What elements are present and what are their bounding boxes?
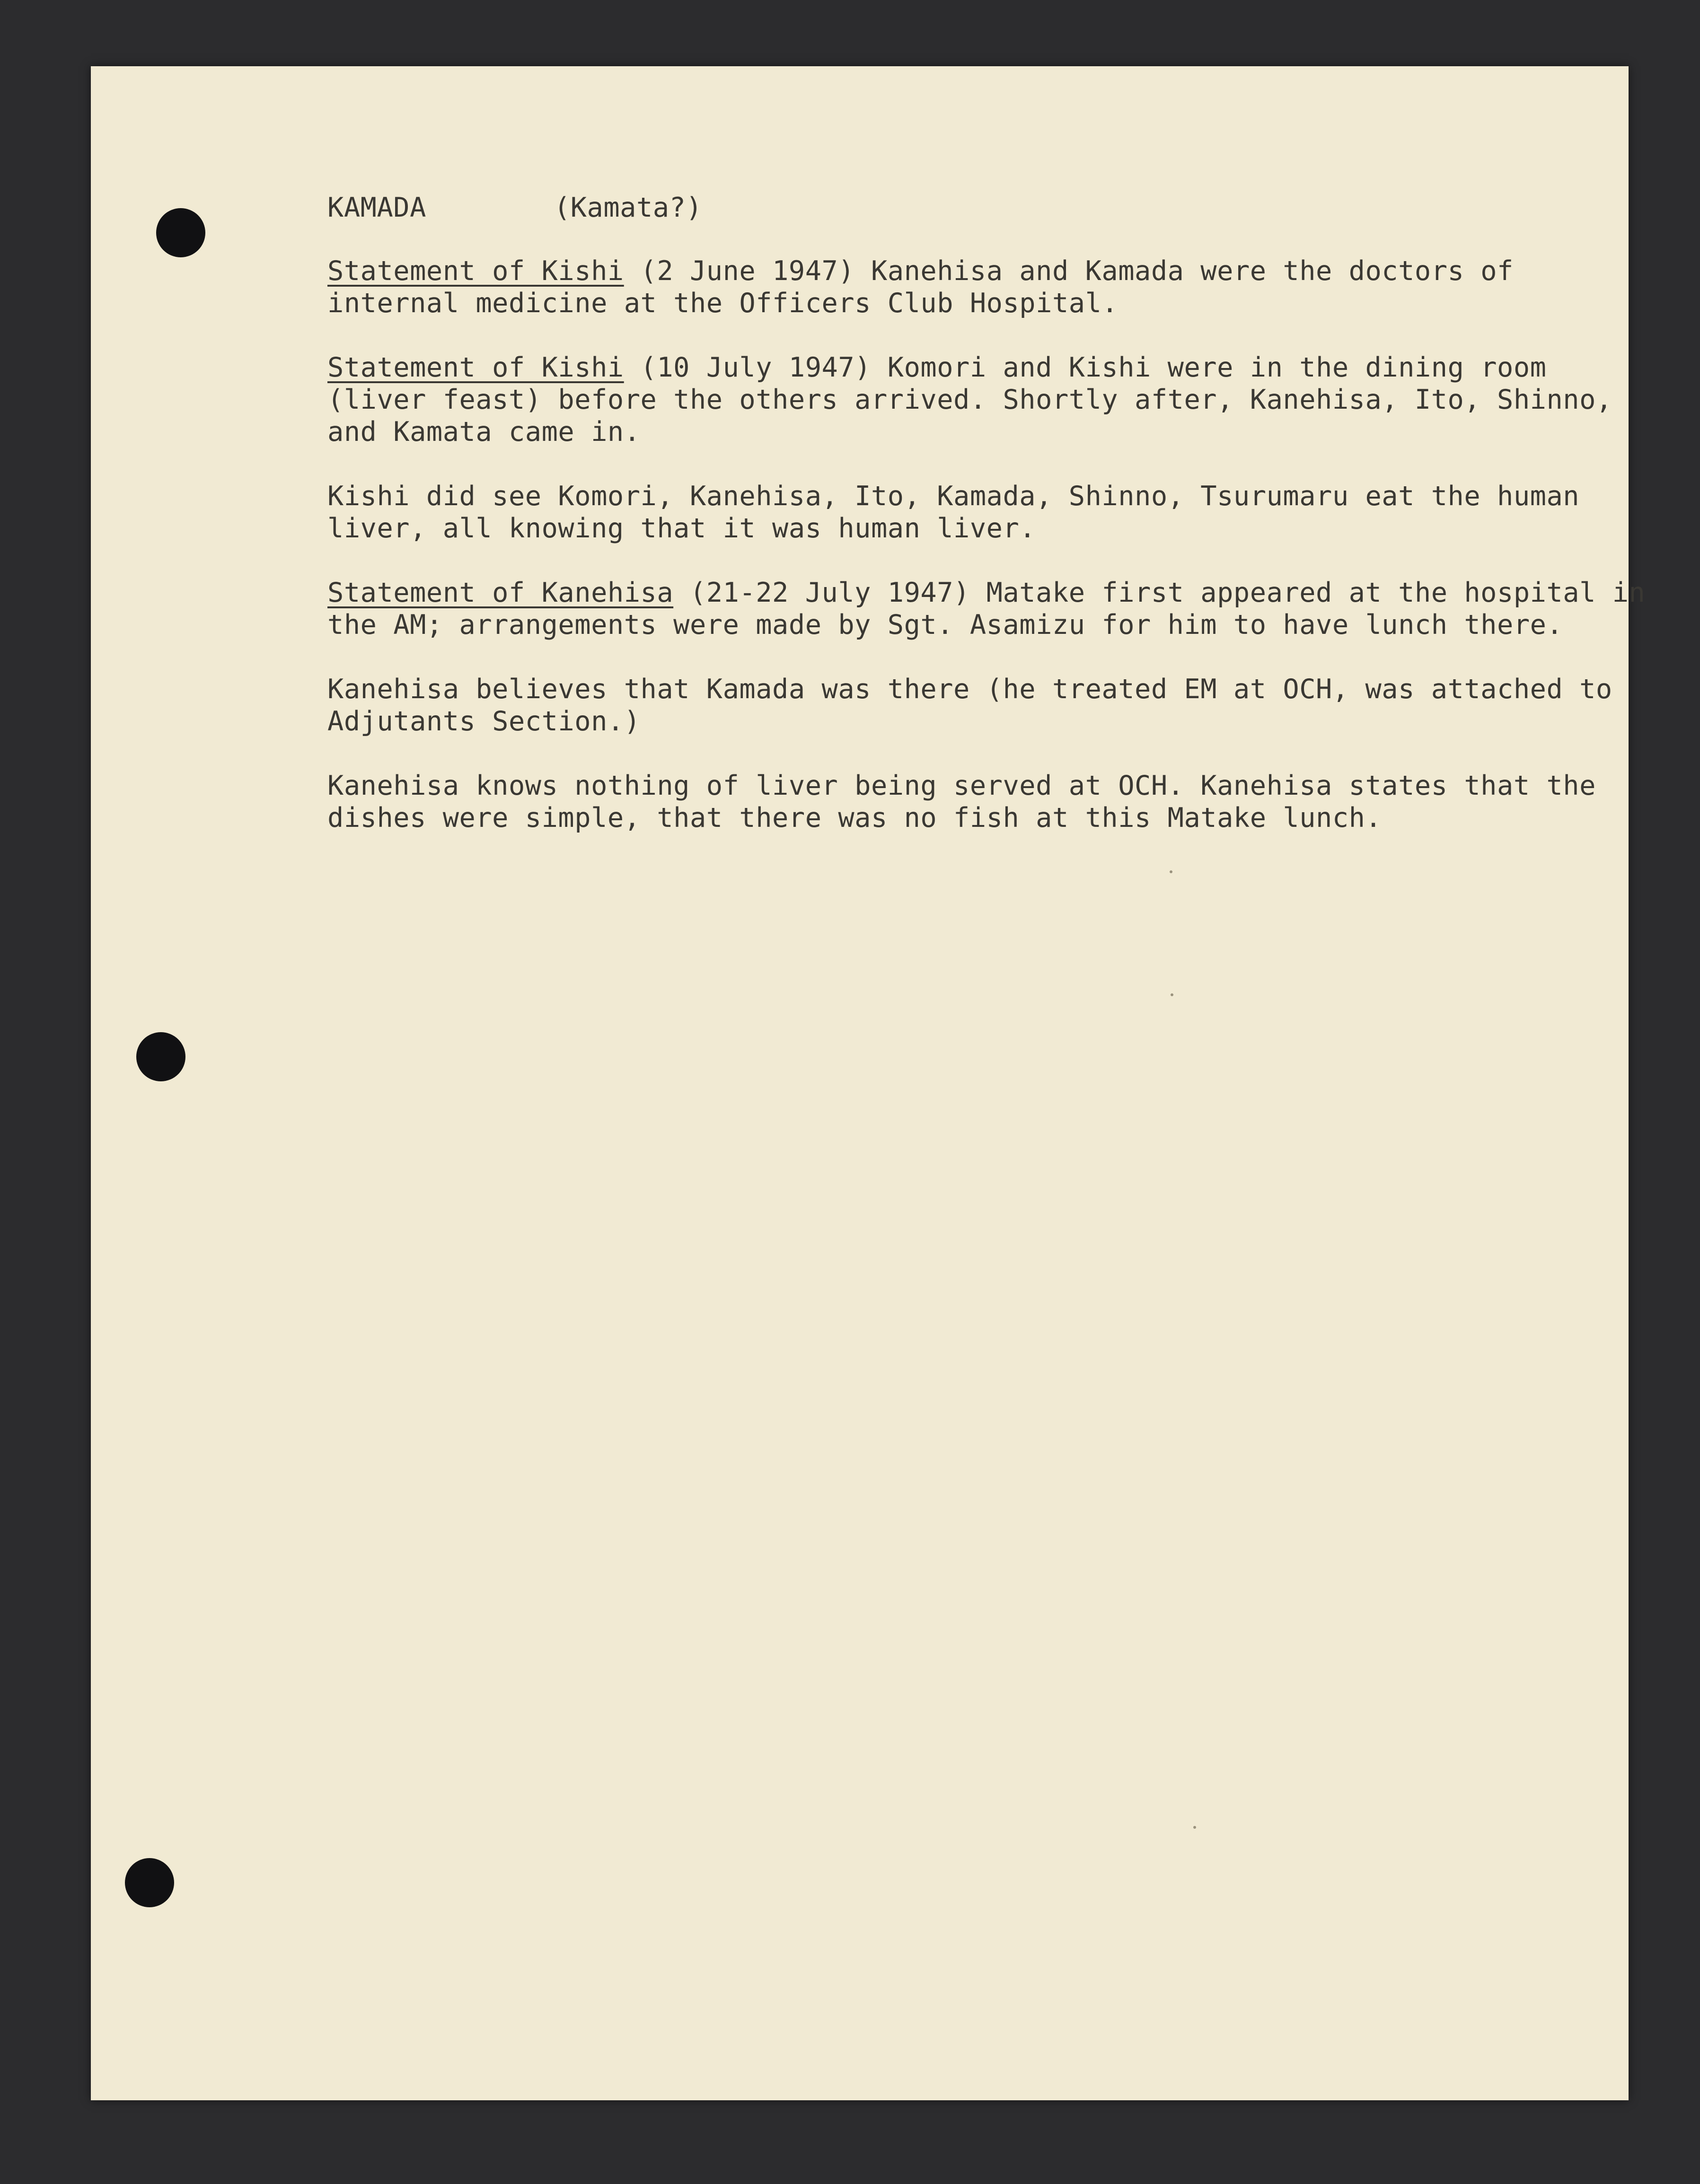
typed-page (91, 66, 1646, 2100)
punch-hole (156, 208, 205, 257)
document-heading (327, 192, 1652, 224)
statement-paragraph (327, 351, 1652, 448)
statement-label: Statement of Kanehisa (327, 577, 674, 608)
punch-hole (125, 1858, 174, 1907)
paper-speck (1170, 870, 1172, 873)
statement-paragraph (327, 770, 1652, 834)
statement-text: Kanehisa believes that Kamada was there (he treated EM at OCH, was attached to Adjutants Section.) (327, 674, 1612, 737)
document-body (327, 192, 1652, 866)
statement-paragraph (327, 673, 1652, 737)
statement-label: Statement of Kishi (327, 352, 624, 383)
punch-hole (136, 1032, 185, 1081)
statement-text: Kanehisa knows nothing of liver being served at OCH. Kanehisa states that the dishes were simple, that there was no fish at this Matake lunch. (327, 770, 1596, 833)
statement-paragraph (327, 480, 1652, 544)
heading-alias: (Kamata?) (554, 192, 703, 223)
statement-text: (21-22 July 1947) Matake first appeared at the hospital in the AM; arrangements were made by Sgt. Asamizu for him to have lunch there. (327, 577, 1646, 640)
paper-speck (1171, 993, 1173, 996)
statement-text: (2 June 1947) Kanehisa and Kamada were the doctors of internal medicine at the Officers Club Hospital. (327, 255, 1514, 319)
statement-label: Statement of Kishi (327, 255, 624, 287)
paper-speck (1193, 1826, 1196, 1829)
statement-paragraph (327, 255, 1652, 319)
heading-name: KAMADA (327, 192, 426, 223)
statement-text: Kishi did see Komori, Kanehisa, Ito, Kamada, Shinno, Tsurumaru eat the human liver, all knowing that it was human liver. (327, 481, 1580, 544)
statement-paragraph (327, 577, 1652, 641)
statement-text: (10 July 1947) Komori and Kishi were in the dining room (liver feast) before the others arrived. Shortly after, Kanehisa, Ito, Shinno, and Kamata came in. (327, 352, 1612, 447)
